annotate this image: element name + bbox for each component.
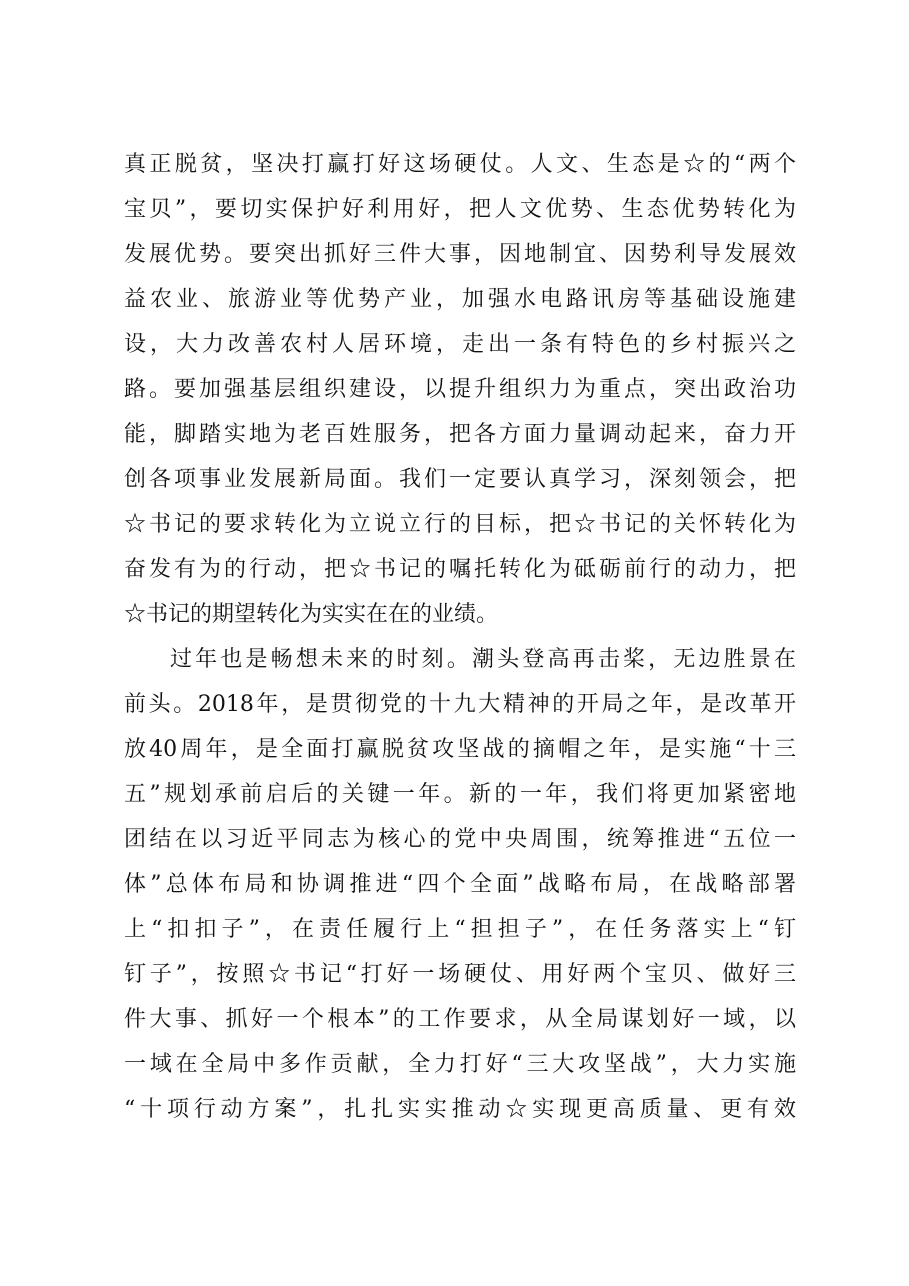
text-line: 真正脱贫，坚决打赢打好这场硬仗。人文、生态是☆的“两个 [124,152,796,177]
body-text [124,142,796,1132]
text-line: 过年也是畅想未来的时刻。潮头登高再击桨，无边胜景在 [170,647,796,672]
paragraph-1 [124,142,796,637]
text-line: 件大事、抓好一个根本”的工作要求，从全局谋划好一域，以 [124,1007,796,1032]
text-line: 体”总体布局和协调推进“四个全面”战略布局，在战略部署 [124,872,796,897]
text-line: ☆书记的期望转化为实实在在的业绩。 [124,602,499,627]
paragraph-2 [124,637,796,1132]
text-line: 钉子”，按照☆书记“打好一场硬仗、用好两个宝贝、做好三 [124,962,796,987]
text-line: 放40周年，是全面打赢脱贫攻坚战的摘帽之年，是实施“十三 [124,737,796,762]
text-line: ☆书记的要求转化为立说立行的目标，把☆书记的关怀转化为 [124,512,796,537]
text-line: 前头。2018年，是贯彻党的十九大精神的开局之年，是改革开 [124,692,796,717]
text-line: 设，大力改善农村人居环境，走出一条有特色的乡村振兴之 [124,332,796,357]
text-line: 团结在以习近平同志为核心的党中央周围，统筹推进“五位一 [124,827,796,852]
text-line: 奋发有为的行动，把☆书记的嘱托转化为砥砺前行的动力，把 [124,557,796,582]
text-line: 一域在全局中多作贡献，全力打好“三大攻坚战”，大力实施 [124,1052,796,1077]
text-line: 五”规划承前启后的关键一年。新的一年，我们将更加紧密地 [124,782,796,807]
text-line: 益农业、旅游业等优势产业，加强水电路讯房等基础设施建 [124,287,796,312]
text-line: 创各项事业发展新局面。我们一定要认真学习，深刻领会，把 [124,467,796,492]
text-line: 宝贝”，要切实保护好利用好，把人文优势、生态优势转化为 [124,197,796,222]
text-line: 路。要加强基层组织建设，以提升组织力为重点，突出政治功 [124,377,796,402]
text-line: 上“扣扣子”，在责任履行上“担担子”，在任务落实上“钉 [124,917,796,942]
text-line: 发展优势。要突出抓好三件大事，因地制宜、因势利导发展效 [124,242,796,267]
text-line: 能，脚踏实地为老百姓服务，把各方面力量调动起来，奋力开 [124,422,796,447]
text-line: “十项行动方案”，扎扎实实推动☆实现更高质量、更有效 [124,1097,796,1122]
